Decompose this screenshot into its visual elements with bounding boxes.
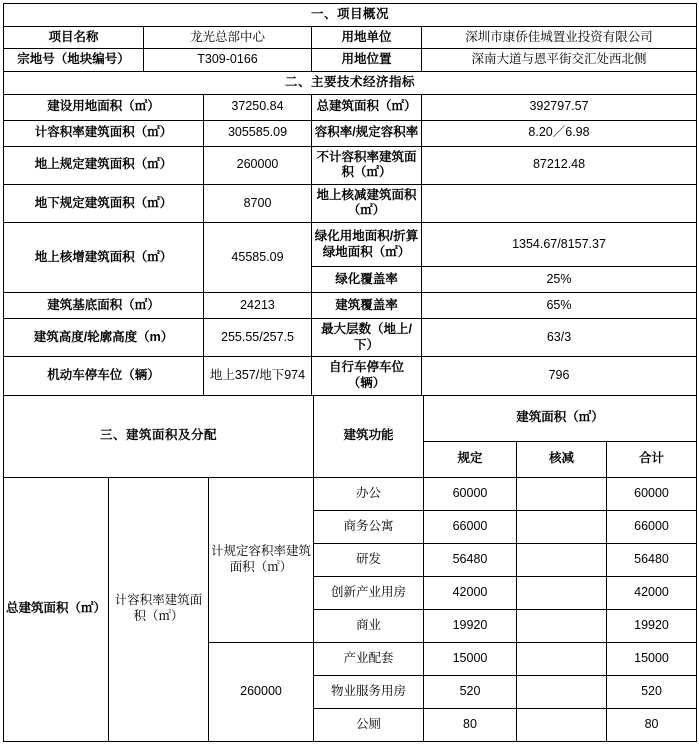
label-above-ground-regulated-area: 地上规定建筑面积（㎡） xyxy=(4,146,204,184)
label-total-building-area-group: 总建筑面积（㎡） xyxy=(4,477,109,741)
section-title-2: 二、主要技术经济指标 xyxy=(4,71,697,94)
header-building-function: 建筑功能 xyxy=(314,395,424,477)
row-function-name: 研发 xyxy=(314,543,424,576)
document-sheet xyxy=(0,3,699,744)
label-far-building-area-group: 计容积率建筑面积（㎡） xyxy=(109,477,209,741)
label-building-coverage-ratio: 建筑覆盖率 xyxy=(312,293,422,319)
table-row xyxy=(4,293,697,319)
header-col-regulated: 规定 xyxy=(424,441,517,477)
row-regulated-value: 520 xyxy=(424,675,517,708)
value-building-height: 255.55/257.5 xyxy=(204,319,312,357)
label-max-floors: 最大层数（地上/下） xyxy=(312,319,422,357)
row-total-value: 15000 xyxy=(607,642,697,675)
row-regulated-value: 60000 xyxy=(424,477,517,510)
section-header-row xyxy=(4,4,697,27)
label-far-ratio: 容积率/规定容积率 xyxy=(312,120,422,146)
table-row xyxy=(4,120,697,146)
value-project-name: 龙光总部中心 xyxy=(144,26,312,49)
value-above-ground-regulated-area: 260000 xyxy=(204,146,312,184)
label-building-height: 建筑高度/轮廓高度（m） xyxy=(4,319,204,357)
label-underground-regulated-area: 地下规定建筑面积（㎡） xyxy=(4,184,204,222)
table-row xyxy=(4,94,697,120)
label-green-coverage-ratio: 绿化覆盖率 xyxy=(312,267,422,293)
row-regulated-value: 56480 xyxy=(424,543,517,576)
value-regulated-far-area: 260000 xyxy=(209,642,314,741)
table-row xyxy=(4,184,697,222)
row-function-name: 产业配套 xyxy=(314,642,424,675)
value-far-ratio: 8.20／6.98 xyxy=(422,120,697,146)
value-car-parking: 地上357/地下974 xyxy=(204,357,312,395)
label-land-unit: 用地单位 xyxy=(312,26,422,49)
header-col-total: 合计 xyxy=(607,441,697,477)
row-total-value: 520 xyxy=(607,675,697,708)
value-parcel-number: T309-0166 xyxy=(144,49,312,72)
value-bicycle-parking: 796 xyxy=(422,357,697,395)
row-regulated-value: 42000 xyxy=(424,576,517,609)
value-max-floors: 63/3 xyxy=(422,319,697,357)
label-above-ground-added-area: 地上核增建筑面积（㎡） xyxy=(4,223,204,293)
value-building-base-area: 24213 xyxy=(204,293,312,319)
row-regulated-value: 80 xyxy=(424,708,517,741)
label-bicycle-parking: 自行车停车位（辆） xyxy=(312,357,422,395)
row-deducted-value xyxy=(517,609,607,642)
table-row xyxy=(4,477,697,510)
row-deducted-value xyxy=(517,510,607,543)
row-regulated-value: 66000 xyxy=(424,510,517,543)
label-far-building-area: 计容积率建筑面积（㎡） xyxy=(4,120,204,146)
row-deducted-value xyxy=(517,708,607,741)
header-building-area-group: 建筑面积（㎡） xyxy=(424,395,697,441)
row-deducted-value xyxy=(517,477,607,510)
label-green-land-area: 绿化用地面积/折算绿地面积（㎡） xyxy=(312,223,422,267)
project-overview-table xyxy=(3,3,697,72)
building-area-distribution-table xyxy=(3,395,697,742)
row-regulated-value: 19920 xyxy=(424,609,517,642)
label-project-name: 项目名称 xyxy=(4,26,144,49)
table-row xyxy=(4,146,697,184)
row-function-name: 办公 xyxy=(314,477,424,510)
section-title-3: 三、建筑面积及分配 xyxy=(4,395,314,477)
row-total-value: 66000 xyxy=(607,510,697,543)
table-row xyxy=(4,223,697,267)
value-land-location: 深南大道与恩平街交汇处西北侧 xyxy=(422,49,697,72)
section-header-row xyxy=(4,395,697,441)
row-deducted-value xyxy=(517,576,607,609)
row-deducted-value xyxy=(517,675,607,708)
label-above-ground-deducted-area: 地上核减建筑面积（㎡） xyxy=(312,184,422,222)
header-col-deducted: 核减 xyxy=(517,441,607,477)
row-function-name: 商业 xyxy=(314,609,424,642)
value-above-ground-added-area: 45585.09 xyxy=(204,223,312,293)
row-function-name: 物业服务用房 xyxy=(314,675,424,708)
row-regulated-value: 15000 xyxy=(424,642,517,675)
value-far-building-area: 305585.09 xyxy=(204,120,312,146)
row-function-name: 商务公寓 xyxy=(314,510,424,543)
value-construction-land-area: 37250.84 xyxy=(204,94,312,120)
row-total-value: 56480 xyxy=(607,543,697,576)
row-total-value: 19920 xyxy=(607,609,697,642)
label-land-location: 用地位置 xyxy=(312,49,422,72)
section-header-row xyxy=(4,71,697,94)
table-row xyxy=(4,26,697,49)
value-total-building-area: 392797.57 xyxy=(422,94,697,120)
row-total-value: 42000 xyxy=(607,576,697,609)
value-green-coverage-ratio: 25% xyxy=(422,267,697,293)
label-regulated-far-area-group: 计规定容积率建筑面积（㎡） xyxy=(209,477,314,642)
row-total-value: 60000 xyxy=(607,477,697,510)
row-deducted-value xyxy=(517,642,607,675)
row-function-name: 创新产业用房 xyxy=(314,576,424,609)
value-underground-regulated-area: 8700 xyxy=(204,184,312,222)
label-non-far-building-area: 不计容积率建筑面积（㎡） xyxy=(312,146,422,184)
row-total-value: 80 xyxy=(607,708,697,741)
table-row xyxy=(4,357,697,395)
row-function-name: 公厕 xyxy=(314,708,424,741)
row-deducted-value xyxy=(517,543,607,576)
section-title-1: 一、项目概况 xyxy=(4,4,697,27)
value-above-ground-deducted-area xyxy=(422,184,697,222)
table-row xyxy=(4,49,697,72)
label-parcel-number: 宗地号（地块编号） xyxy=(4,49,144,72)
table-row xyxy=(4,319,697,357)
label-building-base-area: 建筑基底面积（㎡） xyxy=(4,293,204,319)
label-construction-land-area: 建设用地面积（㎡） xyxy=(4,94,204,120)
value-non-far-building-area: 87212.48 xyxy=(422,146,697,184)
value-building-coverage-ratio: 65% xyxy=(422,293,697,319)
label-total-building-area: 总建筑面积（㎡） xyxy=(312,94,422,120)
technical-indicators-table xyxy=(3,71,697,396)
label-car-parking: 机动车停车位（辆） xyxy=(4,357,204,395)
value-land-unit: 深圳市康侨佳城置业投资有限公司 xyxy=(422,26,697,49)
value-green-land-area: 1354.67/8157.37 xyxy=(422,223,697,267)
